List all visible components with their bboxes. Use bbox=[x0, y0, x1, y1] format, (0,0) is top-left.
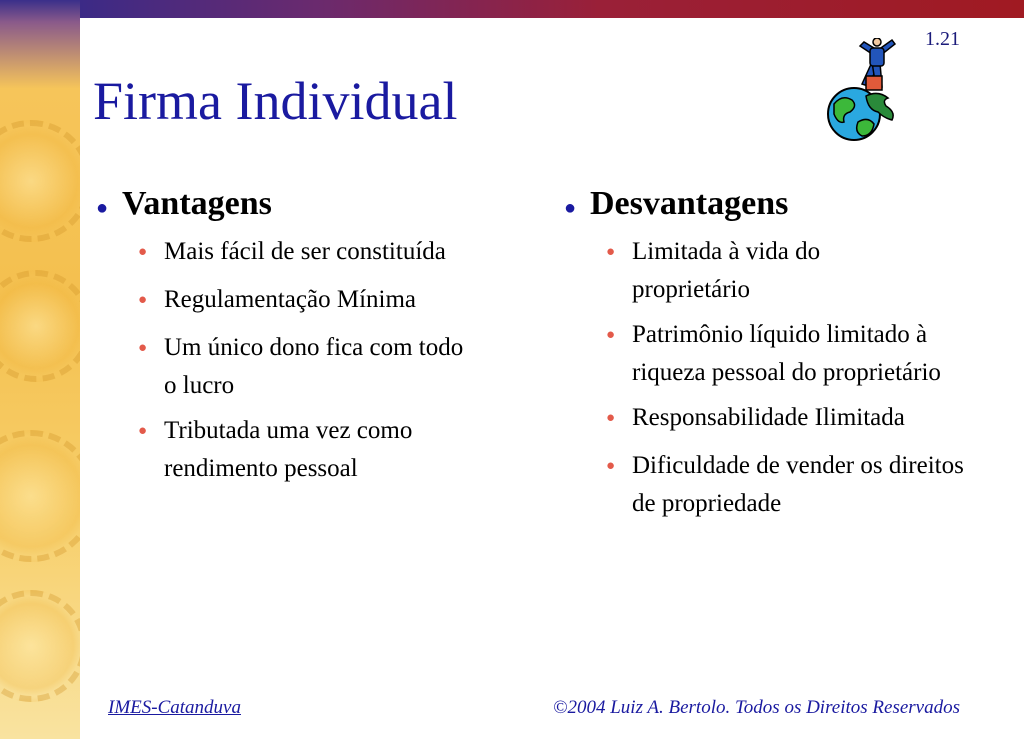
slide-title: Firma Individual bbox=[93, 71, 458, 131]
disadvantages-heading: Desvantagens bbox=[590, 185, 789, 222]
gear-decoration bbox=[0, 270, 80, 382]
list-item bbox=[138, 329, 468, 405]
bullet-icon: ● bbox=[138, 244, 148, 260]
list-item-text: Regulamentação Mínima bbox=[164, 286, 417, 313]
gear-decoration bbox=[0, 590, 80, 702]
bullet-icon: ● bbox=[564, 197, 577, 219]
bullet-icon: ● bbox=[606, 327, 616, 343]
list-item-text: Tributada uma vez como rendimento pessoal bbox=[164, 417, 413, 482]
disadvantages-column bbox=[564, 185, 994, 530]
list-item bbox=[138, 233, 536, 274]
list-item bbox=[606, 316, 991, 392]
gear-decoration bbox=[0, 120, 80, 242]
bullet-icon: ● bbox=[138, 340, 148, 356]
advantages-heading-row bbox=[96, 185, 536, 223]
left-decorative-band bbox=[0, 0, 80, 739]
gear-decoration bbox=[0, 430, 80, 562]
disadvantages-list bbox=[564, 233, 994, 523]
bullet-icon: ● bbox=[138, 423, 148, 439]
list-item bbox=[606, 447, 966, 523]
list-item bbox=[138, 412, 478, 488]
top-decorative-band bbox=[80, 0, 1024, 18]
list-item-text: Um único dono fica com todo o lucro bbox=[164, 334, 464, 399]
bullet-icon: ● bbox=[606, 410, 616, 426]
footer-copyright: ©2004 Luiz A. Bertolo. Todos os Direitos Reservados bbox=[553, 697, 960, 718]
bullet-icon: ● bbox=[96, 197, 109, 219]
list-item-text: Mais fácil de ser constituída bbox=[164, 238, 446, 265]
person-on-globe-icon bbox=[820, 38, 906, 144]
bullet-icon: ● bbox=[606, 244, 616, 260]
advantages-column bbox=[96, 185, 536, 495]
advantages-heading: Vantagens bbox=[122, 185, 272, 222]
list-item-text: Limitada à vida do proprietário bbox=[632, 238, 821, 303]
list-item-text: Dificuldade de vender os direitos de propriedade bbox=[632, 452, 964, 517]
list-item bbox=[138, 281, 536, 322]
bullet-icon: ● bbox=[138, 292, 148, 308]
list-item-text: Responsabilidade Ilimitada bbox=[632, 404, 905, 431]
list-item-text: Patrimônio líquido limitado à riqueza pessoal do proprietário bbox=[632, 321, 941, 386]
disadvantages-heading-row bbox=[564, 185, 994, 223]
slide-number: 1.21 bbox=[925, 28, 960, 50]
advantages-list bbox=[96, 233, 536, 488]
bullet-icon: ● bbox=[606, 458, 616, 474]
list-item bbox=[606, 233, 896, 309]
list-item bbox=[606, 399, 994, 440]
footer-institution: IMES-Catanduva bbox=[108, 697, 241, 718]
